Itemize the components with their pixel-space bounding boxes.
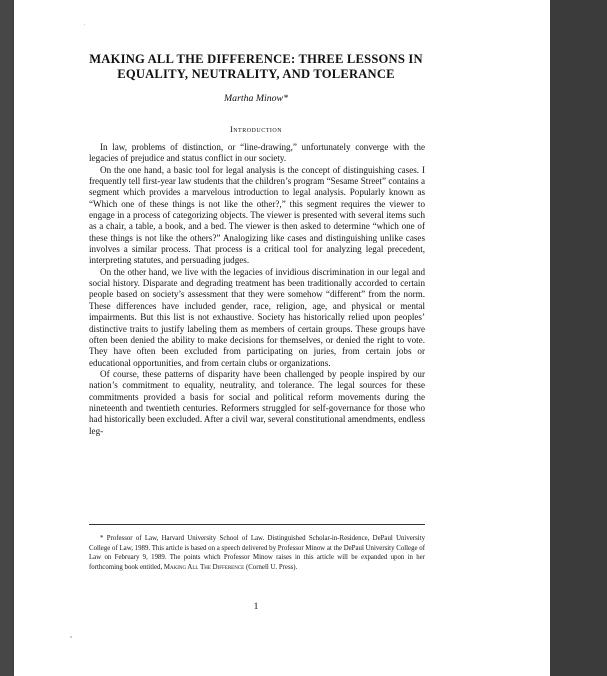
footnote-divider bbox=[89, 524, 425, 525]
article-body bbox=[89, 142, 425, 437]
footnote-text: * Professor of Law, Harvard University School of Law. Distinguished Scholar-in-Residence, DePaul University College of Law, 1989. This article is based on a speech delivered by Professor Minow at the DePaul University College of Law on February 9, 1989. The points which Professor Minow raises in this article will be expanded upon in her forthcoming book entitled, bbox=[89, 535, 425, 571]
body-paragraph: In law, problems of distinction, or “line-drawing,” unfortunately converge with the legacies of prejudice and status conflict in our society. bbox=[89, 142, 425, 164]
footnote-book-title: Making All The Difference bbox=[163, 563, 245, 571]
scan-speck bbox=[70, 636, 72, 638]
footnote-book-suffix: (Cornell U. Press). bbox=[244, 563, 298, 571]
section-heading bbox=[74, 125, 438, 134]
section-heading-text: Introduction bbox=[229, 125, 283, 134]
page-number: 1 bbox=[253, 602, 259, 612]
title-line-1: MAKING ALL THE DIFFERENCE: THREE LESSONS IN bbox=[89, 52, 423, 66]
author-byline: Martha Minow* bbox=[224, 93, 288, 104]
body-paragraph: Of course, these patterns of disparity have been challenged by people inspired by our nation’s commitment to equality, neutrality, and tolerance. The legal sources for these commitments provided a basis for social and political reform movements during the nineteenth and twentieth centuries. Reformers struggled for self-governance for those who had historically been excluded. After a civil war, several constitutional amendments, endless leg- bbox=[89, 368, 425, 436]
title-line-2: EQUALITY, NEUTRALITY, AND TOLERANCE bbox=[117, 67, 395, 81]
scan-speck bbox=[84, 24, 85, 25]
article-title bbox=[74, 52, 438, 82]
body-paragraph: On the other hand, we live with the legacies of invidious discrimination in our legal and social history. Disparate and degrading treatment has been traditionally accorded to certain people based on society’s assessment that they were somehow “different” from the norm. These differences have included gender, race, religion, age, and physical or mental impairments. But this list is not exhaustive. Society has historically relied upon peoples’ distinctive traits to justify labeling them as members of certain groups. These groups have often been denied the ability to make decisions for themselves, or denied the right to vote. They have often been excluded from participating on juries, from certain jobs or educational opportunities, and from certain clubs or organizations. bbox=[89, 266, 425, 368]
footnote bbox=[89, 534, 425, 572]
document-page[interactable] bbox=[14, 0, 550, 676]
viewer-left-gutter bbox=[0, 0, 14, 676]
viewer-right-gutter bbox=[550, 0, 607, 676]
body-paragraph: On the one hand, a basic tool for legal analysis is the concept of distinguishing cases. I frequently tell first-year law students that the children’s program “Sesame Street” contains a segment which provides a marvelous introduction to legal analysis. Popularly known as “Which one of these things is not like the other?,” this segment requires the viewer to engage in a process of categorizing objects. The viewer is presented with several items such as a chair, a table, a book, and a bed. The viewer is then asked to determine “which one of these things is not like the others?” Analogizing like cases and distinguishing unlike cases involves a similar process. That process is a critical tool for analyzing legal precedent, interpreting statutes, and persuading judges. bbox=[89, 164, 425, 266]
